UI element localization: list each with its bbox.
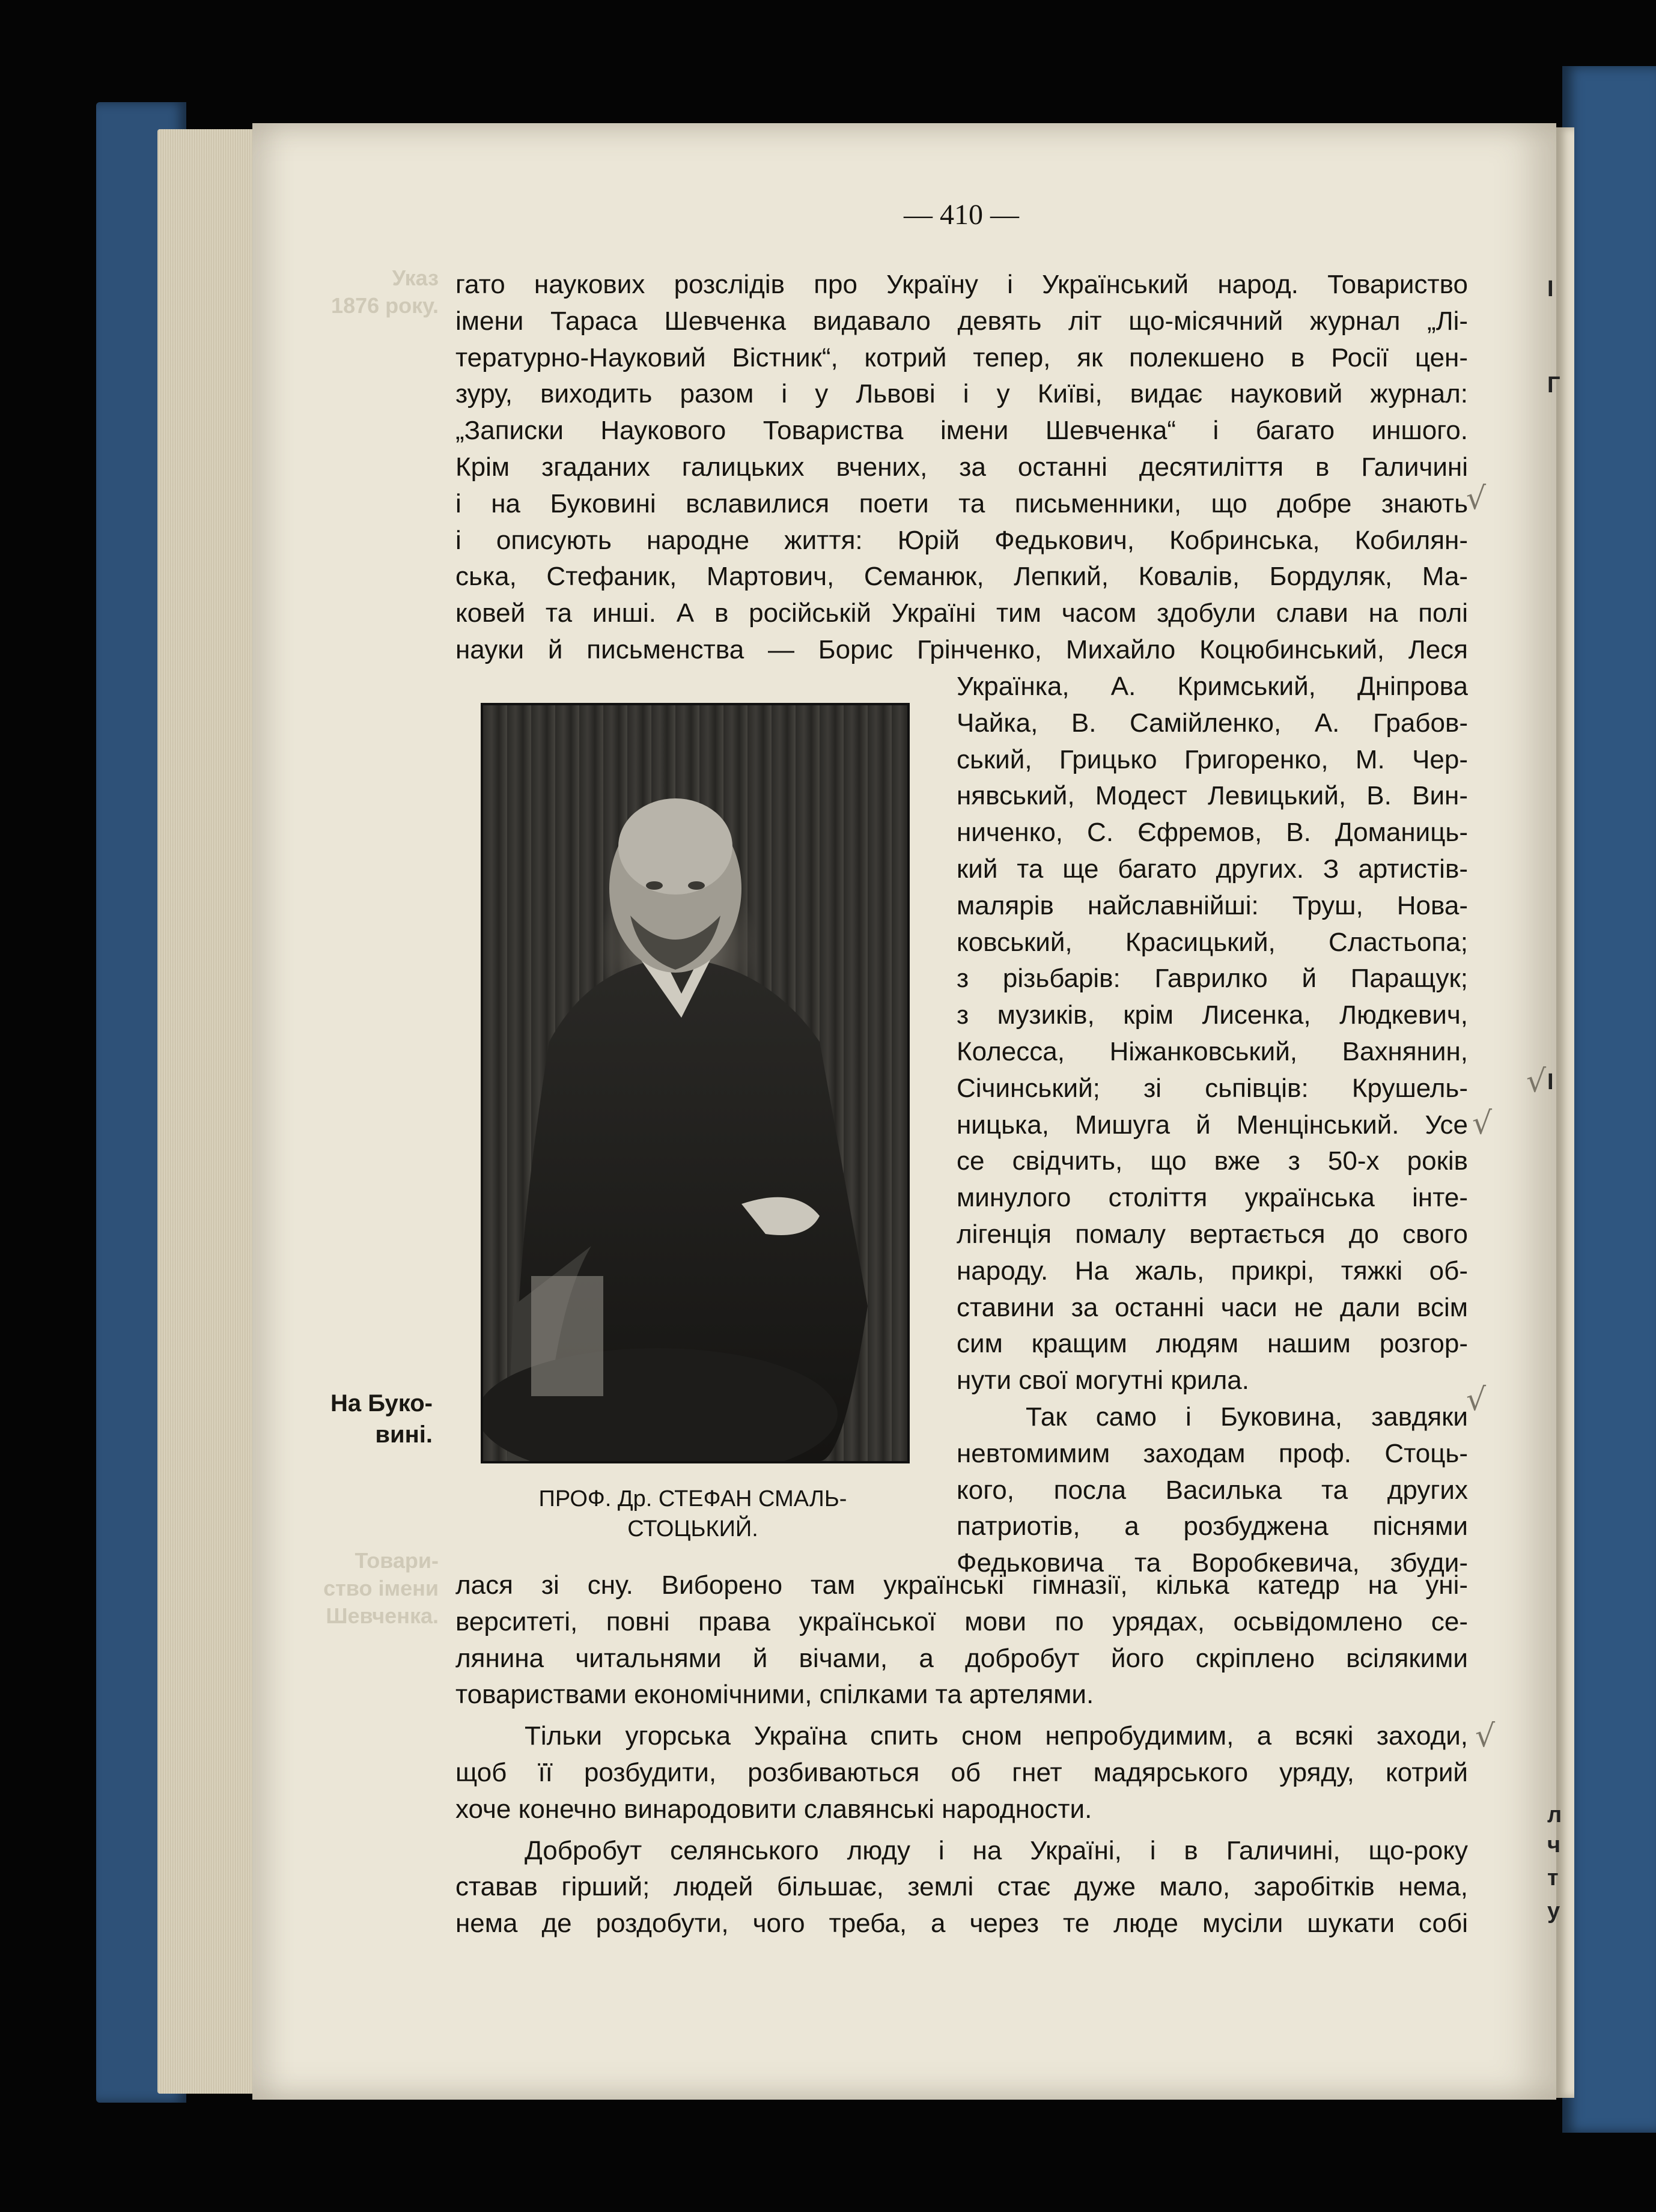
text-line: Чайка, В. Самійленко, А. Грабов- bbox=[957, 708, 1468, 738]
text-line: Січинський; зі сьпівців: Крушель- bbox=[957, 1073, 1468, 1103]
text-line: нема де роздобути, чого треба, а через те люде мусіли шукати собі bbox=[455, 1909, 1468, 1939]
text-line: сим кращим людям нашим розгор- bbox=[957, 1329, 1468, 1359]
text-line: і описують народне життя: Юрій Федькович, Кобринська, Кобилян- bbox=[455, 525, 1468, 555]
text-line: народу. На жаль, прикрі, тяжкі об- bbox=[957, 1256, 1468, 1286]
facing-page-letter: у bbox=[1547, 1898, 1560, 1924]
facing-page-letter: т bbox=[1547, 1865, 1559, 1891]
text-line: з музиків, крім Лисенка, Людкевич, bbox=[957, 1000, 1468, 1030]
paragraph-writers bbox=[455, 267, 1468, 669]
pencil-check-mark: √ bbox=[1466, 481, 1487, 517]
facing-page-letter: л bbox=[1547, 1802, 1562, 1828]
ghost-margin-note-middle: Товари- ство імени Шевченка. bbox=[323, 1548, 439, 1628]
pencil-check-mark: √ bbox=[1466, 1382, 1487, 1418]
portrait-illustration bbox=[483, 705, 907, 1461]
text-line: щоб її розбудити, розбиваються об гнет мадярського уряду, котрий bbox=[455, 1757, 1468, 1787]
pencil-check-mark: √ bbox=[1526, 1063, 1547, 1099]
text-line: кого, посла Василька та других bbox=[957, 1475, 1468, 1505]
paragraph-bukovyna-end bbox=[455, 1567, 1468, 1942]
text-line: минулого століття українська інте- bbox=[957, 1183, 1468, 1213]
text-line: Крім згаданих галицьких вчених, за останні десятиліття в Галичині bbox=[455, 452, 1468, 482]
text-line: нявський, Модест Левицький, В. Вин- bbox=[957, 781, 1468, 811]
text-line: Добробут селянського люду і на Україні, і в Галичині, що-року bbox=[525, 1835, 1468, 1865]
text-line: нути свої могутні крила. bbox=[957, 1366, 1249, 1396]
text-line: се свідчить, що вже з 50-х років bbox=[957, 1146, 1468, 1176]
text-line: лянина читальнями й вічами, а добробут його скріплено всілякими bbox=[455, 1643, 1468, 1673]
text-line: Так само і Буковина, завдяки bbox=[1026, 1402, 1468, 1432]
pencil-check-mark: √ bbox=[1472, 1105, 1493, 1141]
text-line: верситеті, повні права української мови по урядах, осьвідомлено се- bbox=[455, 1606, 1468, 1636]
text-line: імени Тараса Шевченка видавало девять літ що-місячний журнал „Лі- bbox=[455, 306, 1468, 336]
text-line: Тільки угорська Україна спить сном непробудимим, а всякі заходи, bbox=[525, 1721, 1468, 1751]
text-line: малярів найславнійші: Труш, Нова- bbox=[957, 890, 1468, 920]
photo-caption: ПРОФ. Др. СТЕФАН СМАЛЬ- СТОЦЬКИЙ. bbox=[538, 1486, 847, 1542]
text-line: з різьбарів: Гаврилко й Паращук; bbox=[957, 964, 1468, 994]
text-line: тературно-Науковий Вістник“, котрий тепер, як полекшено в Росії цен- bbox=[455, 342, 1468, 372]
text-line: ська, Стефаник, Мартович, Семанюк, Лепкий, Ковалів, Бордуляк, Ма- bbox=[455, 562, 1468, 592]
page-number: — 410 — bbox=[904, 199, 1019, 231]
text-line: хоче конечно винародовити славянські народности. bbox=[455, 1794, 1092, 1824]
text-line: ставини за останні часи не дали всім bbox=[957, 1292, 1468, 1322]
text-line: науки й письменства — Борис Грінченко, Михайло Коцюбинський, Леся bbox=[455, 634, 1468, 664]
text-line: „Записки Наукового Товариства імени Шевченка“ і багато иншого. bbox=[455, 416, 1468, 446]
margin-note-bukovyna: На Буко- вині. bbox=[330, 1390, 433, 1448]
text-line: кий та ще багато других. З артистів- bbox=[957, 854, 1468, 884]
pencil-check-mark: √ bbox=[1475, 1718, 1496, 1754]
paragraph-artists bbox=[957, 669, 1468, 1582]
text-line: патриотів, а розбуджена піснями bbox=[957, 1512, 1468, 1542]
text-line: Українка, А. Кримський, Дніпрова bbox=[957, 672, 1468, 701]
facing-page-letter: І bbox=[1547, 276, 1554, 302]
facing-page-letter: ч bbox=[1547, 1832, 1561, 1858]
text-line: лася зі сну. Виборено там українські гімназії, кілька катедр на уні- bbox=[455, 1570, 1468, 1600]
text-line: зуру, виходить разом і у Львові і у Киïві, видає науковий журнал: bbox=[455, 379, 1468, 409]
text-line: ковський, Красицький, Сластьопа; bbox=[957, 927, 1468, 957]
text-line: ницька, Мишуга й Менцінський. Усе bbox=[957, 1110, 1468, 1140]
portrait-photo bbox=[481, 703, 910, 1463]
text-line: лігенція помалу вертається до свого bbox=[957, 1219, 1468, 1249]
text-line: ський, Грицько Григоренко, М. Чер- bbox=[957, 744, 1468, 774]
text-line: гато наукових розслідів про Україну і Український народ. Товариство bbox=[455, 270, 1468, 299]
text-line: ставав гірший; людей більшає, землі стає дуже мало, заробітків нема, bbox=[455, 1872, 1468, 1902]
facing-page-letter: Г bbox=[1547, 372, 1560, 398]
text-line: і на Буковині вславилися поети та письменники, що добре знають bbox=[455, 488, 1468, 518]
ghost-margin-note-top: Указ 1876 року. bbox=[331, 266, 439, 318]
text-line: Федьковича та Воробкевича, збуди- bbox=[957, 1548, 1468, 1578]
facing-page-letter: І bbox=[1547, 1069, 1554, 1095]
text-line: ниченко, С. Єфремов, В. Доманиць- bbox=[957, 818, 1468, 848]
text-line: Колесса, Ніжанковський, Вахнянин, bbox=[957, 1036, 1468, 1066]
text-line: невтомимим заходам проф. Стоць- bbox=[957, 1438, 1468, 1468]
text-line: ковей та инші. А в російській Україні тим часом здобули слави на полі bbox=[455, 598, 1468, 628]
text-line: товариствами економічними, спілками та артелями. bbox=[455, 1680, 1094, 1710]
page-edges bbox=[157, 129, 261, 2094]
right-cover bbox=[1562, 66, 1656, 2133]
